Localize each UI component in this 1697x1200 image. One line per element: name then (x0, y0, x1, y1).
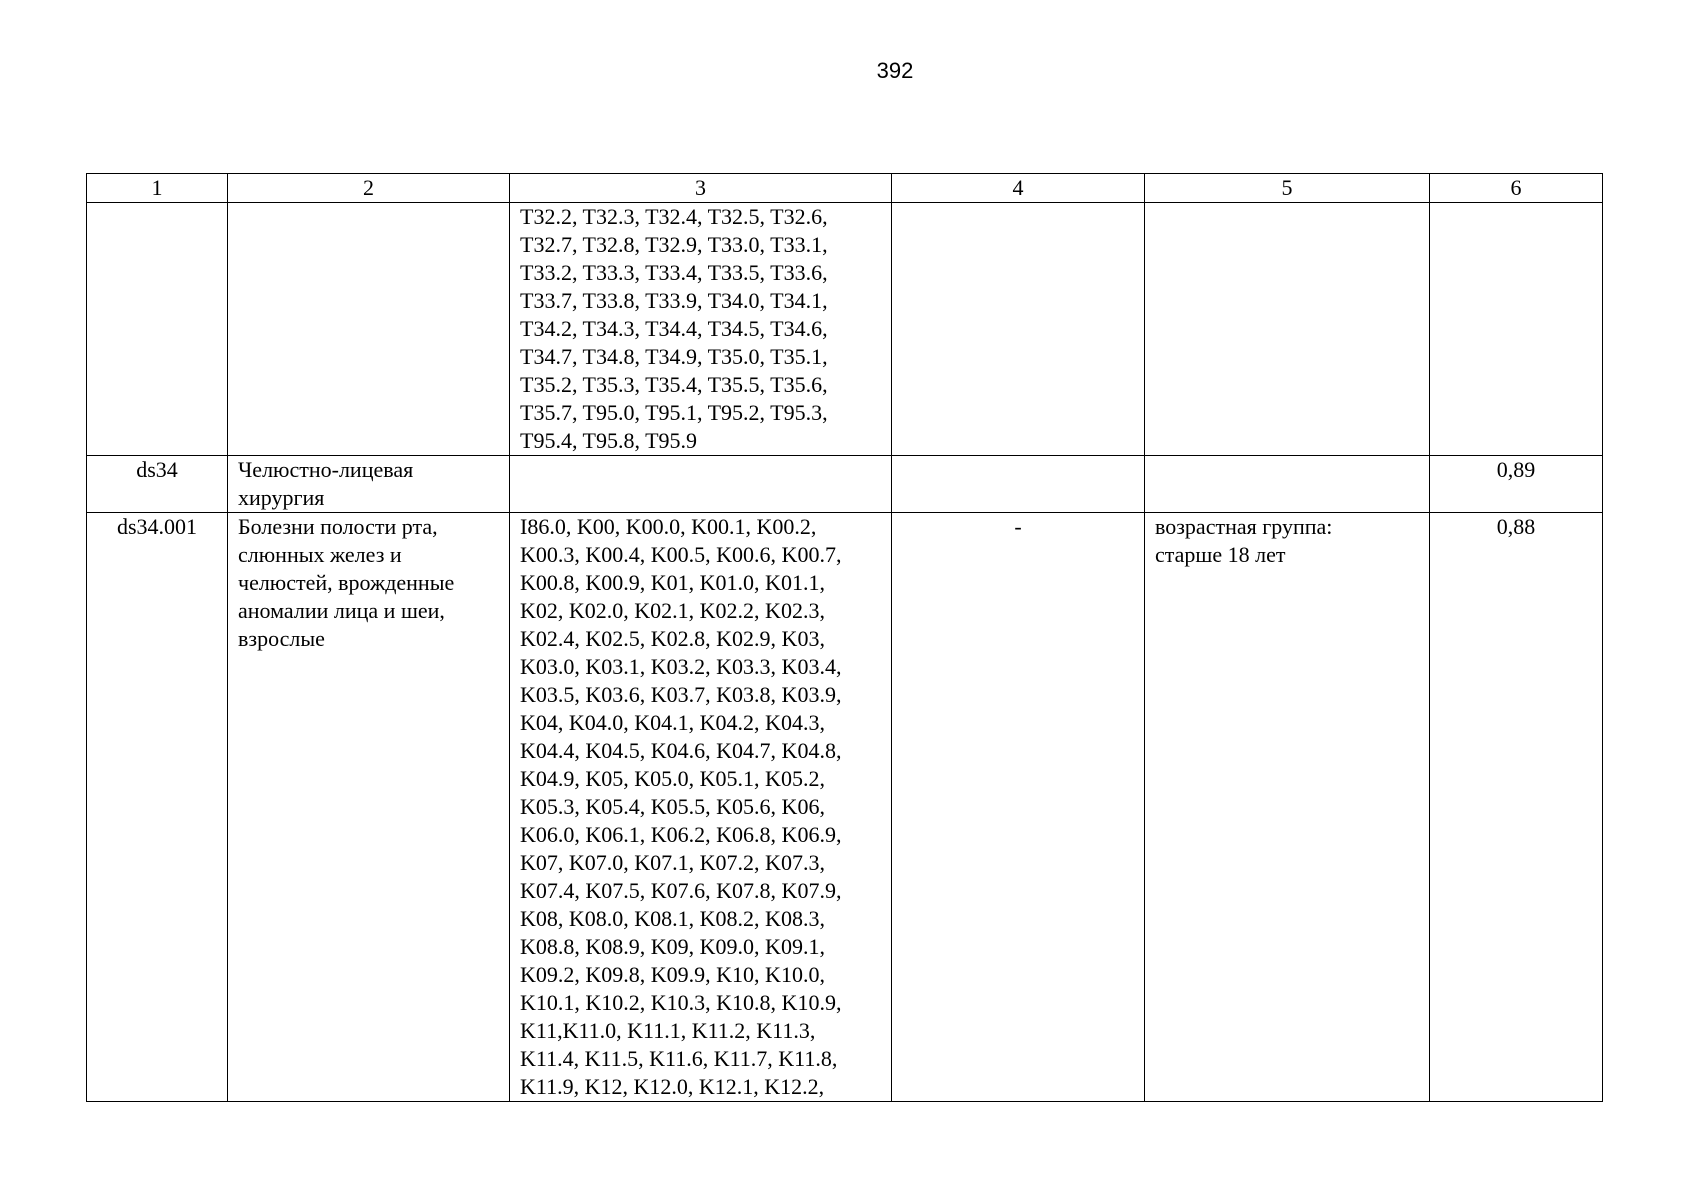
header-col-3: 3 (510, 174, 892, 203)
page-number: 392 (876, 58, 914, 83)
diagnoses-cell (510, 456, 892, 513)
table-header-row (87, 174, 1603, 203)
name-cell: Болезни полости рта, слюнных желез и челюстей, врожденные аномалии лица и шеи, взрослые (228, 513, 510, 1102)
col5-cell (1145, 203, 1430, 456)
table-row (87, 456, 1603, 513)
diagnoses-cell: I86.0, K00, K00.0, K00.1, K00.2, K00.3, K00.4, K00.5, K00.6, K00.7, K00.8, K00.9, K01, K01.0, K01.1, K02, K02.0, K02.1, K02.2, K02.3, K02.4, K02.5, K02.8, K02.9, K03, K03.0, K03.1, K03.2, K03.3, K03.4, K03.5, K03.6, K03.7, K03.8, K03.9, K04, K04.0, K04.1, K04.2, K04.3, K04.4, K04.5, K04.6, K04.7, K04.8, K04.9, K05, K05.0, K05.1, K05.2, K05.3, K05.4, K05.5, K05.6, K06, K06.0, K06.1, K06.2, K06.8, K06.9, K07, K07.0, K07.1, K07.2, K07.3, K07.4, K07.5, K07.6, K07.8, K07.9, K08, K08.0, K08.1, K08.2, K08.3, K08.8, K08.9, K09, K09.0, K09.1, K09.2, K09.8, K09.9, K10, K10.0, K10.1, K10.2, K10.3, K10.8, K10.9, K11,K11.0, K11.1, K11.2, K11.3, K11.4, K11.5, K11.6, K11.7, K11.8, K11.9, K12, K12.0, K12.1, K12.2, (510, 513, 892, 1102)
col4-cell (892, 456, 1145, 513)
col5-cell (1145, 456, 1430, 513)
diagnoses-cell: T32.2, T32.3, T32.4, T32.5, T32.6, T32.7, T32.8, T32.9, T33.0, T33.1, T33.2, T33.3, T33.4, T33.5, T33.6, T33.7, T33.8, T33.9, T34.0, T34.1, T34.2, T34.3, T34.4, T34.5, T34.6, T34.7, T34.8, T34.9, T35.0, T35.1, T35.2, T35.3, T35.4, T35.5, T35.6, T35.7, T95.0, T95.1, T95.2, T95.3, T95.4, T95.8, T95.9 (510, 203, 892, 456)
coefficient-cell (1430, 203, 1603, 456)
tariff-table (86, 173, 1603, 1102)
table-row (87, 203, 1603, 456)
name-cell: Челюстно-лицевая хирургия (228, 456, 510, 513)
header-col-1: 1 (87, 174, 228, 203)
coefficient-cell: 0,88 (1430, 513, 1603, 1102)
header-col-4: 4 (892, 174, 1145, 203)
code-cell (87, 203, 228, 456)
header-col-6: 6 (1430, 174, 1603, 203)
col5-cell: возрастная группа: старше 18 лет (1145, 513, 1430, 1102)
table-row (87, 513, 1603, 1102)
code-cell: ds34.001 (87, 513, 228, 1102)
header-col-5: 5 (1145, 174, 1430, 203)
col4-cell: - (892, 513, 1145, 1102)
col4-cell (892, 203, 1145, 456)
header-col-2: 2 (228, 174, 510, 203)
name-cell (228, 203, 510, 456)
code-cell: ds34 (87, 456, 228, 513)
coefficient-cell: 0,89 (1430, 456, 1603, 513)
